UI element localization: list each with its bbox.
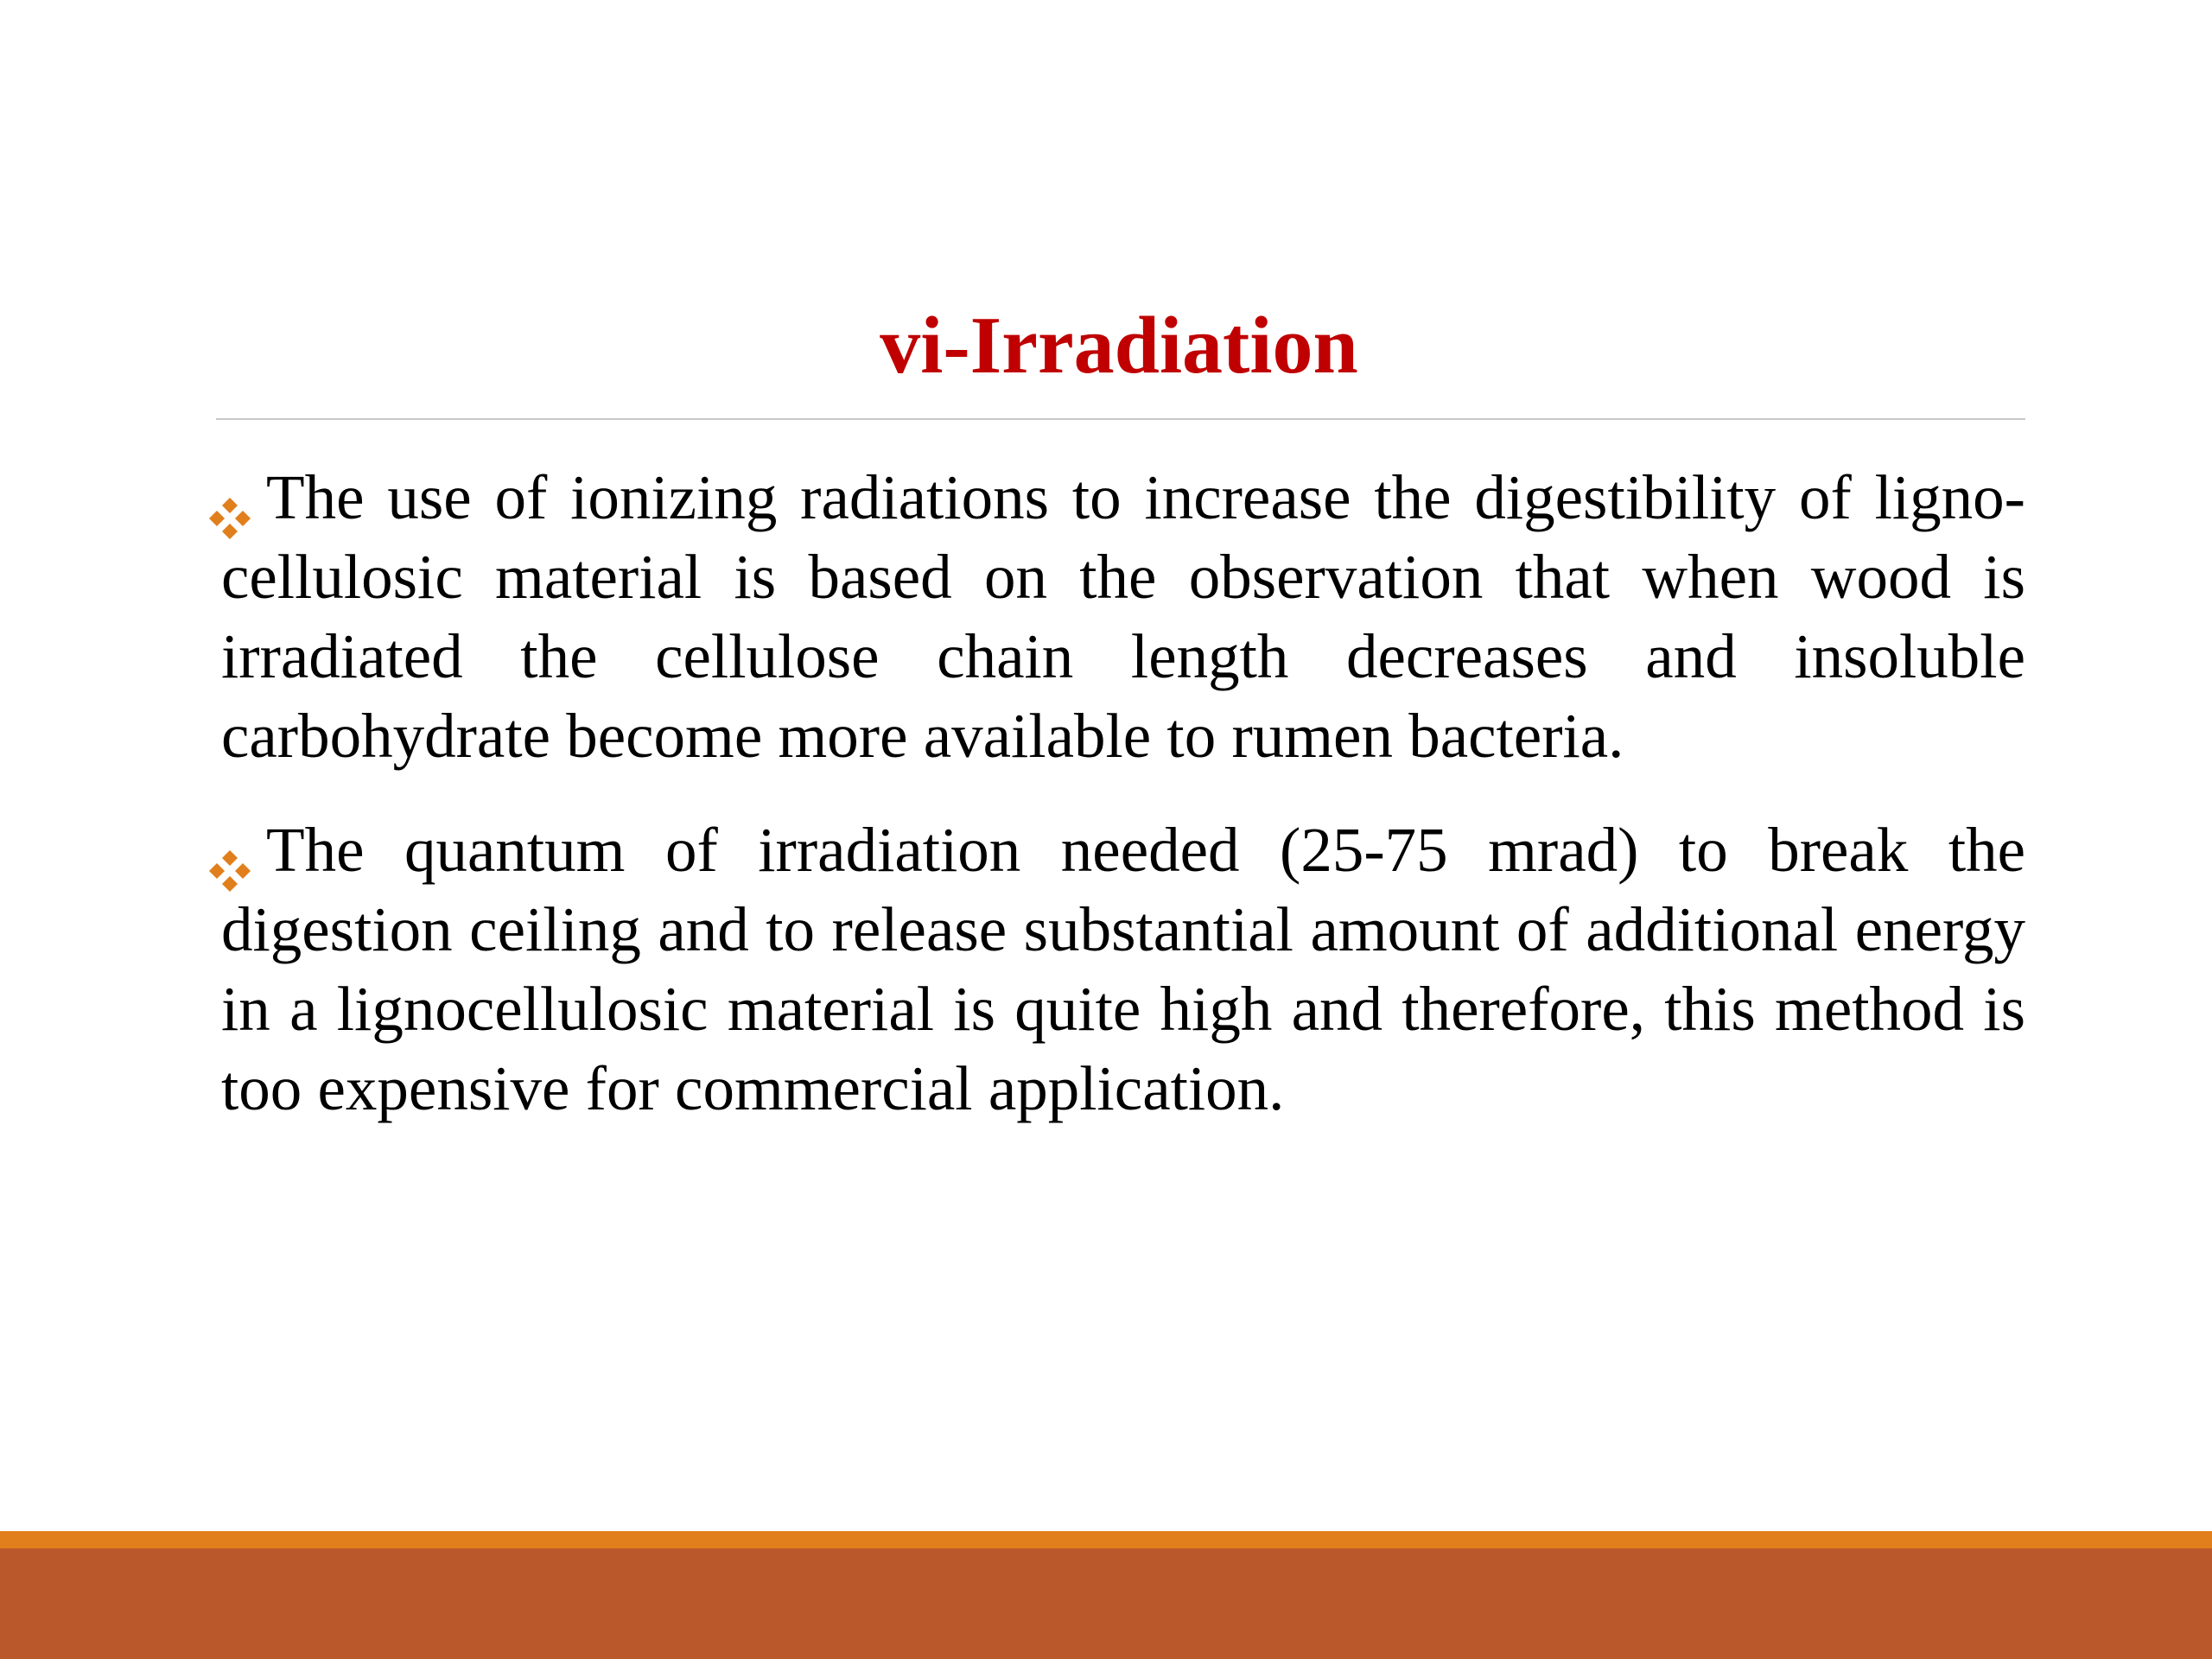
bullet-text: The use of ionizing radiations to increase the digestibility of ligno-cellulosic material is based on the observation that when wood is irradiated the cellulose chain length decreases and insoluble carbohydrate become more available to rumen bacteria. [221, 462, 2025, 771]
bullet-item [221, 458, 2025, 776]
footer-accent-stripe [0, 1531, 2212, 1548]
diamond-bullet-icon [204, 484, 256, 536]
title-divider [216, 418, 2025, 420]
diamond-bullet-icon [204, 836, 256, 888]
slide-title: vi-Irradiation [880, 301, 1358, 391]
bullet-item [221, 810, 2025, 1128]
bullet-text: The quantum of irradiation needed (25-75 mrad) to break the digestion ceiling and to release substantial amount of additional energy in a lignocellulosic material is quite high and therefore, this method is too expensive for commercial application. [221, 815, 2025, 1123]
footer-bar [0, 1548, 2212, 1659]
bullet-list [221, 458, 2025, 1163]
